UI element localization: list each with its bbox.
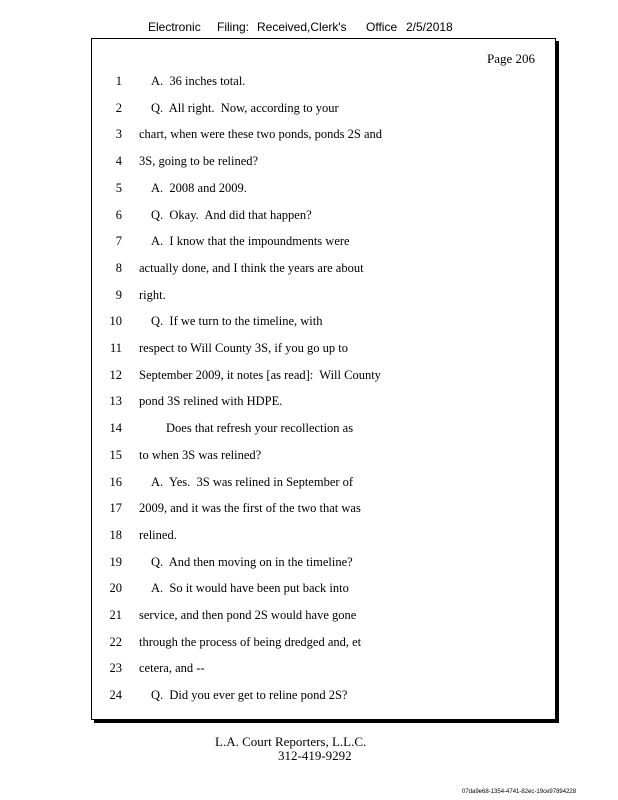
line-number: 14: [109, 421, 122, 436]
transcript-line: [92, 181, 555, 201]
line-text: Does that refresh your recollection as: [166, 421, 354, 436]
transcript-line: [92, 688, 555, 708]
line-number: 17: [109, 501, 122, 516]
transcript-line: [92, 341, 555, 361]
transcript-line: [92, 101, 555, 121]
line-text: A. I know that the impoundments were: [151, 234, 350, 249]
transcript-line: [92, 288, 555, 308]
line-text: Q. If we turn to the timeline, with: [151, 314, 323, 329]
line-number: 3: [115, 127, 122, 142]
line-text: right.: [139, 287, 166, 302]
line-number: 23: [109, 661, 122, 676]
line-text: service, and then pond 2S would have gone: [139, 608, 357, 622]
transcript-line: [92, 661, 555, 681]
transcript-line: [92, 154, 555, 174]
header-word-office: Office: [366, 20, 398, 34]
line-number: 9: [115, 287, 122, 302]
transcript-line: [92, 635, 555, 655]
line-text: through the process of being dredged and, et: [139, 634, 362, 649]
line-text: actually done, and I think the years are about: [139, 260, 364, 275]
transcript-line: [92, 475, 555, 495]
line-number: 11: [109, 341, 122, 355]
line-number: 13: [109, 394, 122, 409]
transcript-page: [91, 38, 556, 720]
line-number: 5: [115, 180, 122, 195]
line-text: A. 2008 and 2009.: [151, 180, 247, 195]
line-text: A. 36 inches total.: [151, 74, 246, 88]
line-number: 6: [115, 207, 122, 222]
transcript-line: [92, 314, 555, 334]
court-reporter-phone: 312-419-9292: [278, 748, 352, 763]
transcript-line: [92, 501, 555, 521]
line-number: 16: [109, 474, 122, 489]
line-text: Q. Did you ever get to reline pond 2S?: [151, 688, 348, 703]
transcript-line: [92, 234, 555, 254]
line-text: Q. All right. Now, according to your: [151, 100, 339, 115]
page-number: Page 206: [486, 51, 535, 66]
line-number: 20: [109, 581, 122, 596]
header-word-received: Received,Clerk's: [257, 20, 347, 34]
line-text: A. Yes. 3S was relined in September of: [151, 474, 354, 489]
line-number: 1: [115, 74, 122, 88]
transcript-line: [92, 528, 555, 548]
line-number: 21: [109, 608, 122, 622]
line-text: cetera, and --: [139, 661, 205, 676]
line-text: Q. And then moving on in the timeline?: [151, 554, 353, 569]
line-number: 18: [109, 527, 122, 542]
line-number: 4: [115, 154, 122, 169]
line-number: 19: [109, 554, 122, 569]
line-text: pond 3S relined with HDPE.: [139, 394, 283, 409]
document-hash: 07da9e68-1354-4741-82ec-19ce97894228: [462, 789, 577, 795]
transcript-line: [92, 555, 555, 575]
line-text: chart, when were these two ponds, ponds 2S and: [139, 127, 383, 142]
line-text: September 2009, it notes [as read]: Will County: [139, 367, 381, 382]
transcript-line: [92, 394, 555, 414]
line-number: 24: [109, 688, 122, 703]
line-number: 12: [109, 367, 122, 382]
transcript-line: [92, 74, 555, 94]
line-text: relined.: [139, 527, 177, 542]
line-number: 7: [115, 234, 122, 249]
line-number: 10: [109, 314, 122, 329]
transcript-line: [92, 581, 555, 601]
line-text: 2009, and it was the first of the two that was: [139, 501, 361, 516]
transcript-line: [92, 261, 555, 281]
line-text: Q. Okay. And did that happen?: [151, 207, 312, 222]
filing-header: [0, 20, 618, 36]
line-text: A. So it would have been put back into: [151, 581, 349, 596]
transcript-line: [92, 608, 555, 628]
line-text: 3S, going to be relined?: [139, 154, 259, 169]
line-number: 2: [115, 100, 122, 115]
line-number: 8: [115, 260, 122, 275]
court-reporter-name: L.A. Court Reporters, L.L.C.: [215, 734, 367, 749]
line-text: to when 3S was relined?: [139, 447, 262, 462]
header-word-electronic: Electronic: [148, 20, 201, 34]
line-text: respect to Will County 3S, if you go up to: [139, 341, 348, 355]
line-number: 22: [109, 634, 122, 649]
header-word-date: 2/5/2018: [406, 20, 453, 34]
line-number: 15: [109, 447, 122, 462]
transcript-line: [92, 127, 555, 147]
transcript-line: [92, 448, 555, 468]
transcript-line: [92, 208, 555, 228]
header-word-filing: Filing:: [217, 20, 250, 34]
transcript-line: [92, 421, 555, 441]
transcript-line: [92, 368, 555, 388]
